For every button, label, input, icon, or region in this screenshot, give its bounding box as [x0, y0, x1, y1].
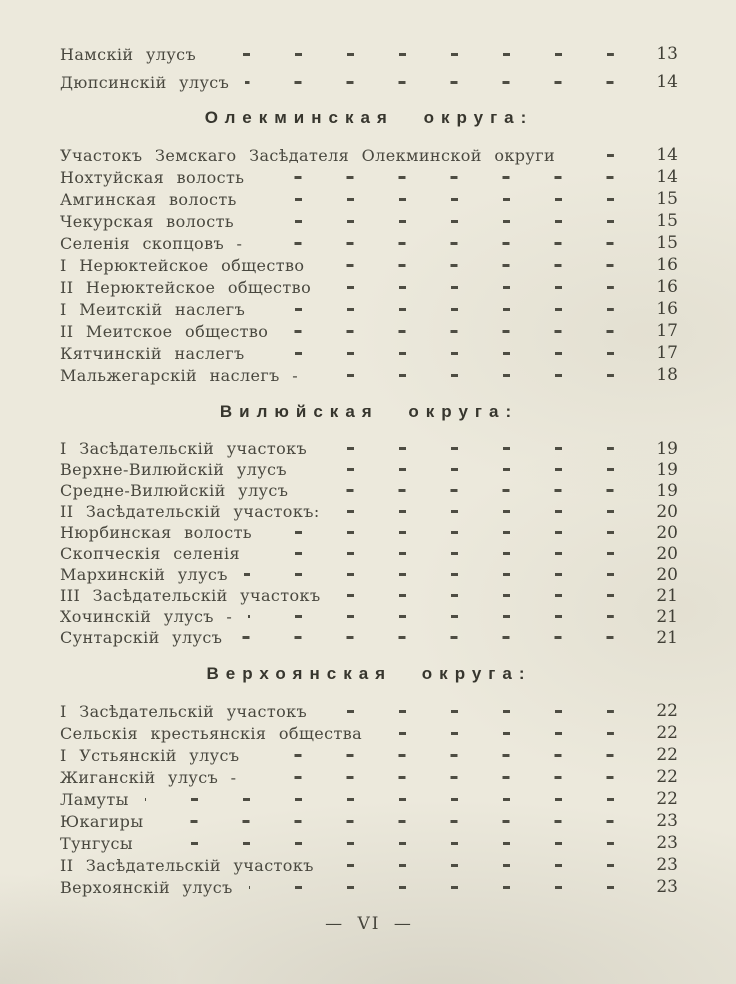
dash-leader	[303, 463, 614, 477]
toc-sections	[60, 108, 678, 898]
toc-row	[60, 188, 678, 210]
toc-row	[60, 459, 678, 480]
dash-leader	[212, 47, 614, 61]
toc-entry-label: I Засѣдательскій участокъ	[60, 439, 308, 458]
dash-leader	[378, 726, 614, 740]
toc-row	[60, 232, 678, 254]
toc-row	[60, 766, 678, 788]
toc-entry-label: Верхоянскій улусъ	[60, 877, 233, 897]
toc-entry-label: II Засѣдательскій участокъ	[60, 855, 314, 875]
toc-entry-label: Селенія скопцовъ -	[60, 233, 243, 253]
toc-row	[60, 144, 678, 166]
toc-row	[60, 832, 678, 854]
toc-entry-page-number: 19	[656, 480, 678, 501]
dash-leader	[261, 302, 614, 316]
toc-entry-label: I Нерюктейское общество	[60, 255, 305, 275]
toc-row	[60, 854, 678, 876]
toc-row	[60, 320, 678, 342]
dash-leader	[249, 880, 614, 894]
toc-entry-page-number: 22	[656, 767, 678, 787]
dash-leader	[261, 346, 614, 360]
toc-row	[60, 744, 678, 766]
toc-entry-label: Хочинскій улусъ -	[60, 607, 233, 626]
toc-entry-page-number: 19	[656, 459, 678, 480]
toc-row	[60, 480, 678, 501]
toc-entry-page-number: 23	[656, 877, 678, 897]
toc-row	[60, 543, 678, 564]
dash-leader	[250, 214, 614, 228]
toc-row	[60, 627, 678, 648]
toc-section	[60, 402, 678, 648]
toc-entry-page-number: 22	[656, 701, 678, 721]
toc-entry-label: Чекурская волость	[60, 211, 234, 231]
dash-leader	[304, 484, 614, 498]
toc-entry-page-number: 23	[656, 855, 678, 875]
toc-entry-page-number: 16	[656, 299, 678, 319]
dash-leader	[252, 770, 614, 784]
toc-entry-label: Скопческія селенія	[60, 544, 240, 563]
dash-leader	[244, 568, 614, 582]
toc-entry-label: Намскій улусъ	[60, 44, 197, 64]
toc-section	[60, 108, 678, 386]
toc-entry-label: I Меитскій наслегъ	[60, 299, 246, 319]
toc-row	[60, 876, 678, 898]
dash-leader	[323, 442, 614, 456]
toc-entry-label: Нюрбинская волость	[60, 523, 252, 542]
toc-entry-label: I Засѣдательскій участокъ	[60, 701, 308, 721]
dash-leader	[284, 324, 614, 338]
section-heading: Верхоянская округа:	[206, 664, 532, 683]
toc-entry-label: I Устьянскій улусъ	[60, 745, 240, 765]
toc-entry-label: Мархинскій улусъ	[60, 565, 228, 584]
toc-entry-label: Верхне-Вилюйскій улусъ	[60, 460, 287, 479]
section-heading: Вилюйская округа:	[219, 402, 519, 421]
dash-leader	[327, 280, 614, 294]
toc-entry-page-number: 21	[656, 585, 678, 606]
dash-leader	[258, 236, 614, 250]
toc-row	[60, 342, 678, 364]
toc-entry-label: Сунтарскій улусъ	[60, 628, 223, 647]
dash-leader	[245, 75, 614, 89]
toc-entry-page-number: 19	[656, 438, 678, 459]
dash-leader	[323, 704, 614, 718]
toc-entry-label: Кятчинскій наслегъ	[60, 343, 245, 363]
toc-row	[60, 501, 678, 522]
toc-row	[60, 276, 678, 298]
toc-entry-label: II Засѣдательскій участокъ:	[60, 502, 320, 521]
toc-entry-page-number: 20	[656, 564, 678, 585]
toc-entry-label: II Меитское общество	[60, 321, 269, 341]
toc-entry-page-number: 15	[656, 233, 678, 253]
toc-leading-rows	[60, 40, 678, 96]
toc-row	[60, 810, 678, 832]
toc-entry-page-number: 23	[656, 833, 678, 853]
toc-entry-label: Юкагиры	[60, 811, 144, 831]
dash-leader	[253, 192, 614, 206]
toc-entry-label: Тунгусы	[60, 833, 134, 853]
toc-entry-page-number: 20	[656, 522, 678, 543]
toc-entry-label: Нохтуйская волость	[60, 167, 245, 187]
toc-section	[60, 664, 678, 898]
toc-entry-page-number: 17	[656, 343, 678, 363]
dash-leader	[337, 589, 614, 603]
toc-row	[60, 298, 678, 320]
toc-entry-label: Средне-Вилюйскій улусъ	[60, 481, 289, 500]
dash-leader	[336, 505, 614, 519]
toc-row	[60, 364, 678, 386]
toc-entry-page-number: 16	[656, 277, 678, 297]
dash-leader	[260, 170, 614, 184]
toc-row	[60, 722, 678, 744]
dash-leader	[149, 836, 614, 850]
toc-entry-page-number: 17	[656, 321, 678, 341]
dash-leader	[159, 814, 614, 828]
toc-entry-page-number: 22	[656, 745, 678, 765]
toc-entry-page-number: 18	[656, 365, 678, 385]
toc-row	[60, 606, 678, 627]
toc-row	[60, 166, 678, 188]
toc-entry-label: Дюпсинскій улусъ	[60, 72, 230, 92]
toc-entry-page-number: 14	[656, 145, 678, 165]
toc-entry-label: Ламуты	[60, 789, 129, 809]
toc-entry-label: Жиганскій улусъ -	[60, 767, 237, 787]
dash-leader	[255, 748, 614, 762]
toc-row	[60, 438, 678, 459]
toc-row	[60, 585, 678, 606]
toc-entry-page-number: 16	[656, 255, 678, 275]
toc-entry-page-number: 21	[656, 627, 678, 648]
dash-leader	[238, 631, 614, 645]
dash-leader	[571, 148, 614, 162]
dash-leader	[256, 547, 614, 561]
dash-leader	[314, 368, 614, 382]
toc-entry-label: Сельскія крестьянскія общества	[60, 723, 363, 743]
toc-entry-label: Амгинская волость	[60, 189, 237, 209]
toc-entry-label: II Нерюктейское общество	[60, 277, 312, 297]
toc-entry-page-number: 23	[656, 811, 678, 831]
page-number-footer: — VI —	[325, 914, 413, 934]
toc-entry-page-number: 21	[656, 606, 678, 627]
toc-row	[60, 40, 678, 68]
dash-leader	[320, 258, 614, 272]
toc-row	[60, 210, 678, 232]
toc-row	[60, 700, 678, 722]
toc-entry-page-number: 22	[656, 723, 678, 743]
toc-entry-page-number: 14	[656, 167, 678, 187]
toc-entry-page-number: 14	[656, 72, 678, 92]
dash-leader	[248, 610, 614, 624]
table-of-contents	[60, 40, 678, 898]
toc-entry-label: Мальжегарскій наслегъ -	[60, 365, 299, 385]
toc-row	[60, 254, 678, 276]
dash-leader	[145, 792, 614, 806]
toc-entry-page-number: 15	[656, 211, 678, 231]
toc-row	[60, 564, 678, 585]
toc-entry-page-number: 15	[656, 189, 678, 209]
toc-entry-label: III Засѣдательскій участокъ	[60, 586, 321, 605]
toc-entry-page-number: 13	[656, 44, 678, 64]
toc-entry-page-number: 20	[656, 501, 678, 522]
section-heading: Олекминская округа:	[204, 108, 534, 127]
dash-leader	[268, 526, 614, 540]
toc-row	[60, 68, 678, 96]
toc-entry-label: Участокъ Земскаго Засѣдателя Олекминской округи	[60, 145, 556, 165]
toc-row	[60, 522, 678, 543]
toc-entry-page-number: 22	[656, 789, 678, 809]
toc-entry-page-number: 20	[656, 543, 678, 564]
dash-leader	[330, 858, 614, 872]
toc-row	[60, 788, 678, 810]
